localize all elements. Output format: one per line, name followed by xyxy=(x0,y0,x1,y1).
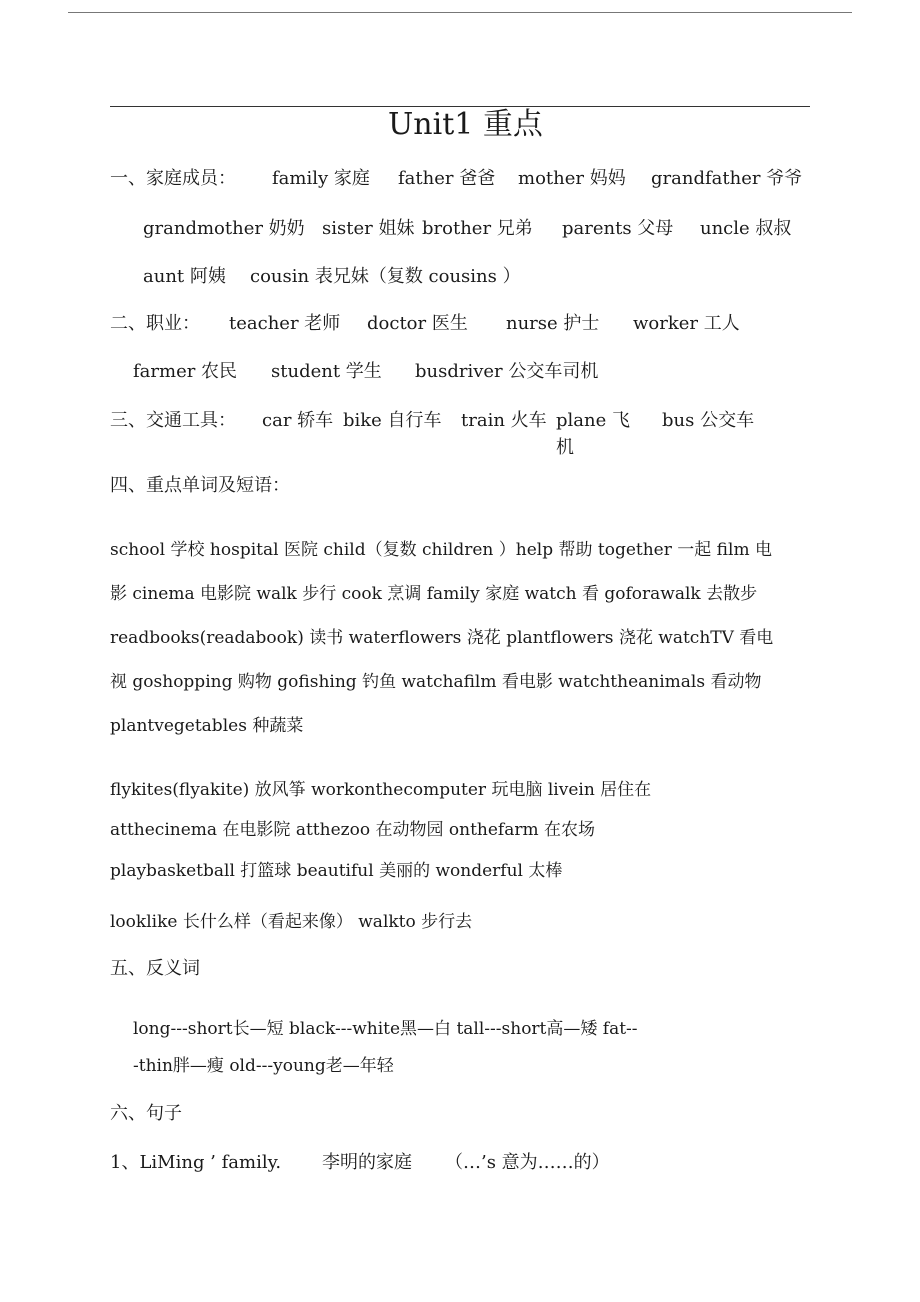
sentence-chinese: 李明的家庭 xyxy=(322,1152,412,1173)
vocab-item: parents 父母 xyxy=(562,218,674,239)
vocab-item: farmer 农民 xyxy=(133,361,238,382)
vocab-paragraph-line: school 学校 hospital 医院 child（复数 children ）help 帮助 together 一起 film 电 xyxy=(110,540,772,560)
vocab-item: worker 工人 xyxy=(633,313,740,334)
section-family-heading: 一、家庭成员： xyxy=(110,168,236,189)
sentence-english: 1、LiMing ’ family. xyxy=(110,1152,282,1173)
sentence-note: （…’s 意为……的） xyxy=(445,1152,610,1173)
vocab-item: aunt 阿姨 xyxy=(143,266,226,287)
vocab-item: busdriver 公交车司机 xyxy=(415,361,599,382)
vocab-item: sister 姐妹 xyxy=(322,218,415,239)
vocab-item: father 爸爸 xyxy=(398,168,496,189)
vocab-item: family 家庭 xyxy=(272,168,370,189)
vocab-paragraph-line: playbasketball 打篮球 beautiful 美丽的 wonderful 太棒 xyxy=(110,861,563,881)
vocab-item: cousin 表兄妹（复数 cousins ） xyxy=(250,266,521,287)
section-antonyms-heading: 五、反义词 xyxy=(110,958,200,979)
section-vocab-heading: 四、重点单词及短语： xyxy=(110,475,290,496)
vocab-item: grandfather 爷爷 xyxy=(651,168,803,189)
vocab-item: plane 飞 xyxy=(556,410,630,431)
vocab-item: train 火车 xyxy=(461,410,547,431)
vocab-paragraph-line: readbooks(readabook) 读书 waterflowers 浇花 plantflowers 浇花 watchTV 看电 xyxy=(110,628,774,648)
antonym-line: -thin胖—瘦 old---young老—年轻 xyxy=(133,1056,394,1076)
vocab-item: mother 妈妈 xyxy=(518,168,626,189)
vocab-paragraph-line: atthecinema 在电影院 atthezoo 在动物园 onthefarm 在农场 xyxy=(110,820,595,840)
vocab-item: nurse 护士 xyxy=(506,313,600,334)
vocab-item: brother 兄弟 xyxy=(422,218,533,239)
vocab-item: uncle 叔叔 xyxy=(700,218,792,239)
section-sentences-heading: 六、句子 xyxy=(110,1103,182,1124)
page-header-rule xyxy=(68,12,852,13)
antonym-line: long---short长—短 black---white黑—白 tall---short高—矮 fat-- xyxy=(133,1019,638,1039)
vocab-paragraph-line: 视 goshopping 购物 gofishing 钓鱼 watchafilm 看电影 watchtheanimals 看动物 xyxy=(110,672,762,692)
vocab-item: student 学生 xyxy=(271,361,382,382)
vocab-item: bike 自行车 xyxy=(343,410,442,431)
vocab-item: grandmother 奶奶 xyxy=(143,218,305,239)
vocab-paragraph-line: plantvegetables 种蔬菜 xyxy=(110,716,304,736)
vocab-paragraph-line: flykites(flyakite) 放风筝 workonthecomputer 玩电脑 livein 居住在 xyxy=(110,780,652,800)
vocab-paragraph-line: 影 cinema 电影院 walk 步行 cook 烹调 family 家庭 watch 看 goforawalk 去散步 xyxy=(110,584,758,604)
vocab-paragraph-line: looklike 长什么样（看起来像） walkto 步行去 xyxy=(110,912,473,932)
vocab-item: teacher 老师 xyxy=(229,313,341,334)
vocab-item-wrap: 机 xyxy=(556,437,574,458)
section-jobs-heading: 二、职业： xyxy=(110,313,200,334)
vocab-item: car 轿车 xyxy=(262,410,334,431)
vocab-item: doctor 医生 xyxy=(367,313,468,334)
page-title: Unit1 重点 xyxy=(388,107,543,142)
section-transport-heading: 三、交通工具： xyxy=(110,410,236,431)
vocab-item: bus 公交车 xyxy=(662,410,755,431)
